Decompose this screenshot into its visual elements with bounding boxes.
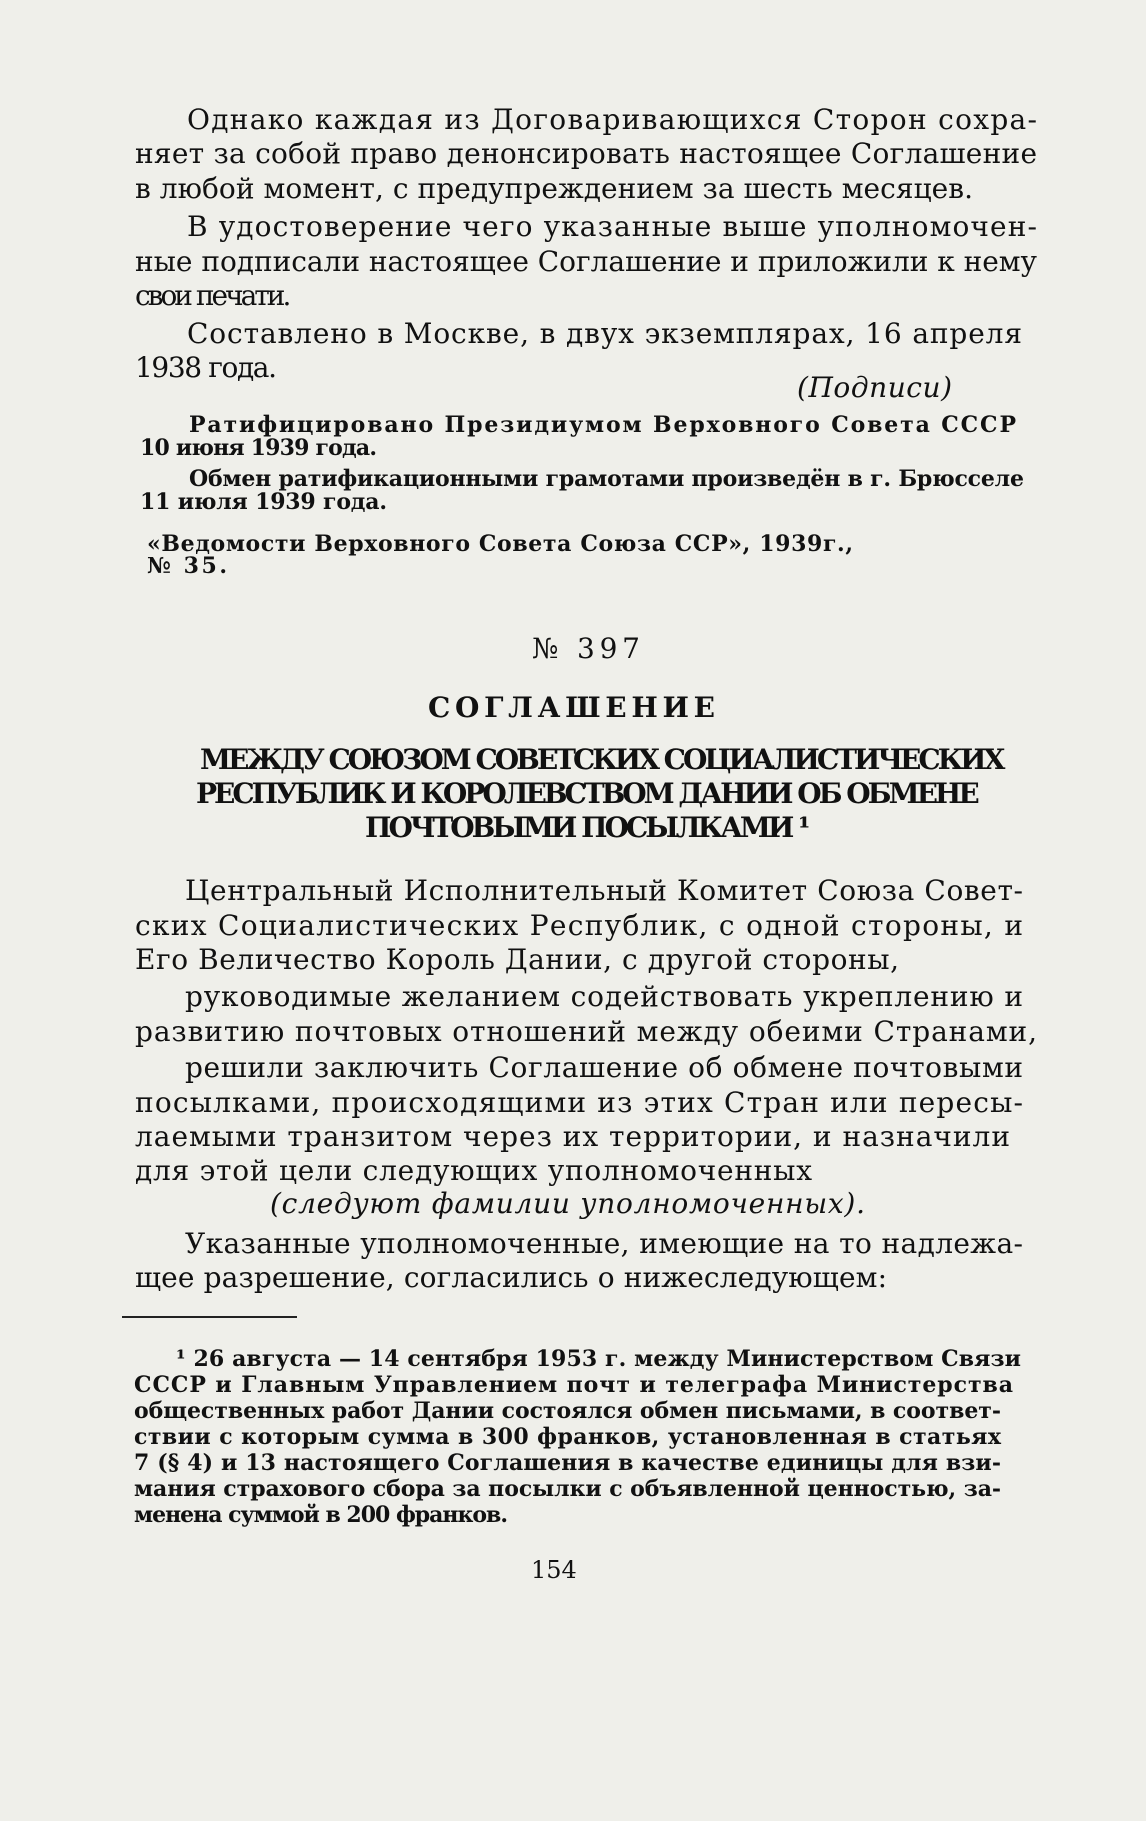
footnote-line: ствии с которым сумма в 300 франков, установленная в статьях [134,1424,1002,1450]
text-line: В удостоверение чего указанные выше уполномочен- [187,210,1039,243]
text-line: Составлено в Москве, в двух экземплярах, 16 апреля [187,317,1023,350]
text-line: посылками, происходящими из этих Стран или пересы- [135,1086,1025,1119]
footnote-line: СССР и Главным Управлением почт и телеграфа Министерства [134,1372,1014,1398]
document-title: МЕЖДУ СОЮЗОМ СОВЕТСКИХ СОЦИАЛИСТИЧЕСКИХ [200,743,1003,776]
text-line: лаемыми транзитом через их территории, и назначили [135,1120,1011,1153]
signatures-note: (Подписи) [797,371,953,404]
text-line: ских Социалистических Республик, с одной стороны, и [135,909,1025,942]
text-line: свои печати. [135,279,289,312]
text-line: для этой цели следующих уполномоченных [135,1154,813,1187]
ratification-note: Ратифицировано Президиумом Верховного Совета СССР [189,412,1018,438]
text-line: Его Величество Король Дании, с другой стороны, [135,943,900,976]
document-heading: С О Г Л А Ш Е Н И Е [428,691,713,724]
footnote-line: общественных работ Дании состоялся обмен письмами, в соответ- [134,1398,1001,1424]
text-line: руководимые желанием содействовать укреплению и [185,980,1024,1013]
footnote-line: мания страхового сбора за посылки с объявленной ценностью, за- [134,1476,1001,1502]
source-note: «Ведомости Верховного Совета Союза ССР», 1939г., [147,531,854,557]
text-line: щее разрешение, согласились о нижеследующем: [135,1261,888,1294]
text-line: няет за собой право денонсировать настоящее Соглашение [135,137,1038,170]
text-line: Однако каждая из Договаривающихся Сторон сохра- [187,103,1039,136]
footnote-line: 7 (§ 4) и 13 настоящего Соглашения в качестве единицы для взи- [134,1450,1002,1476]
text-line: 1938 года. [135,351,276,384]
document-title: ПОЧТОВЫМИ ПОСЫЛКАМИ ¹ [365,811,808,844]
text-line: (следуют фамилии уполномоченных). [270,1187,866,1220]
footnote-line: ¹ 26 августа — 14 сентября 1953 г. между Министерством Связи [176,1346,1022,1372]
text-line: решили заключить Соглашение об обмене почтовыми [185,1051,1024,1084]
text-line: развитию почтовых отношений между обеими Странами, [135,1015,1038,1048]
text-line: Центральный Исполнительный Комитет Союза Совет- [185,874,1024,907]
ratification-note: 10 июня 1939 года. [140,435,377,461]
source-note: № 35. [147,553,230,579]
page-number: 154 [531,1556,577,1584]
footnote-line: менена суммой в 200 франков. [134,1502,507,1528]
text-line: Указанные уполномоченные, имеющие на то надлежа- [185,1227,1024,1260]
exchange-note: Обмен ратификационными грамотами произведён в г. Брюсселе [189,466,1024,492]
text-line: в любой момент, с предупреждением за шесть месяцев. [135,172,974,205]
document-title: РЕСПУБЛИК И КОРОЛЕВСТВОМ ДАНИИ ОБ ОБМЕНЕ [196,777,977,810]
document-number: № 397 [532,632,645,665]
exchange-note: 11 июля 1939 года. [140,489,387,515]
text-line: ные подписали настоящее Соглашение и приложили к нему [135,245,1037,278]
footnote-divider [122,1316,297,1318]
